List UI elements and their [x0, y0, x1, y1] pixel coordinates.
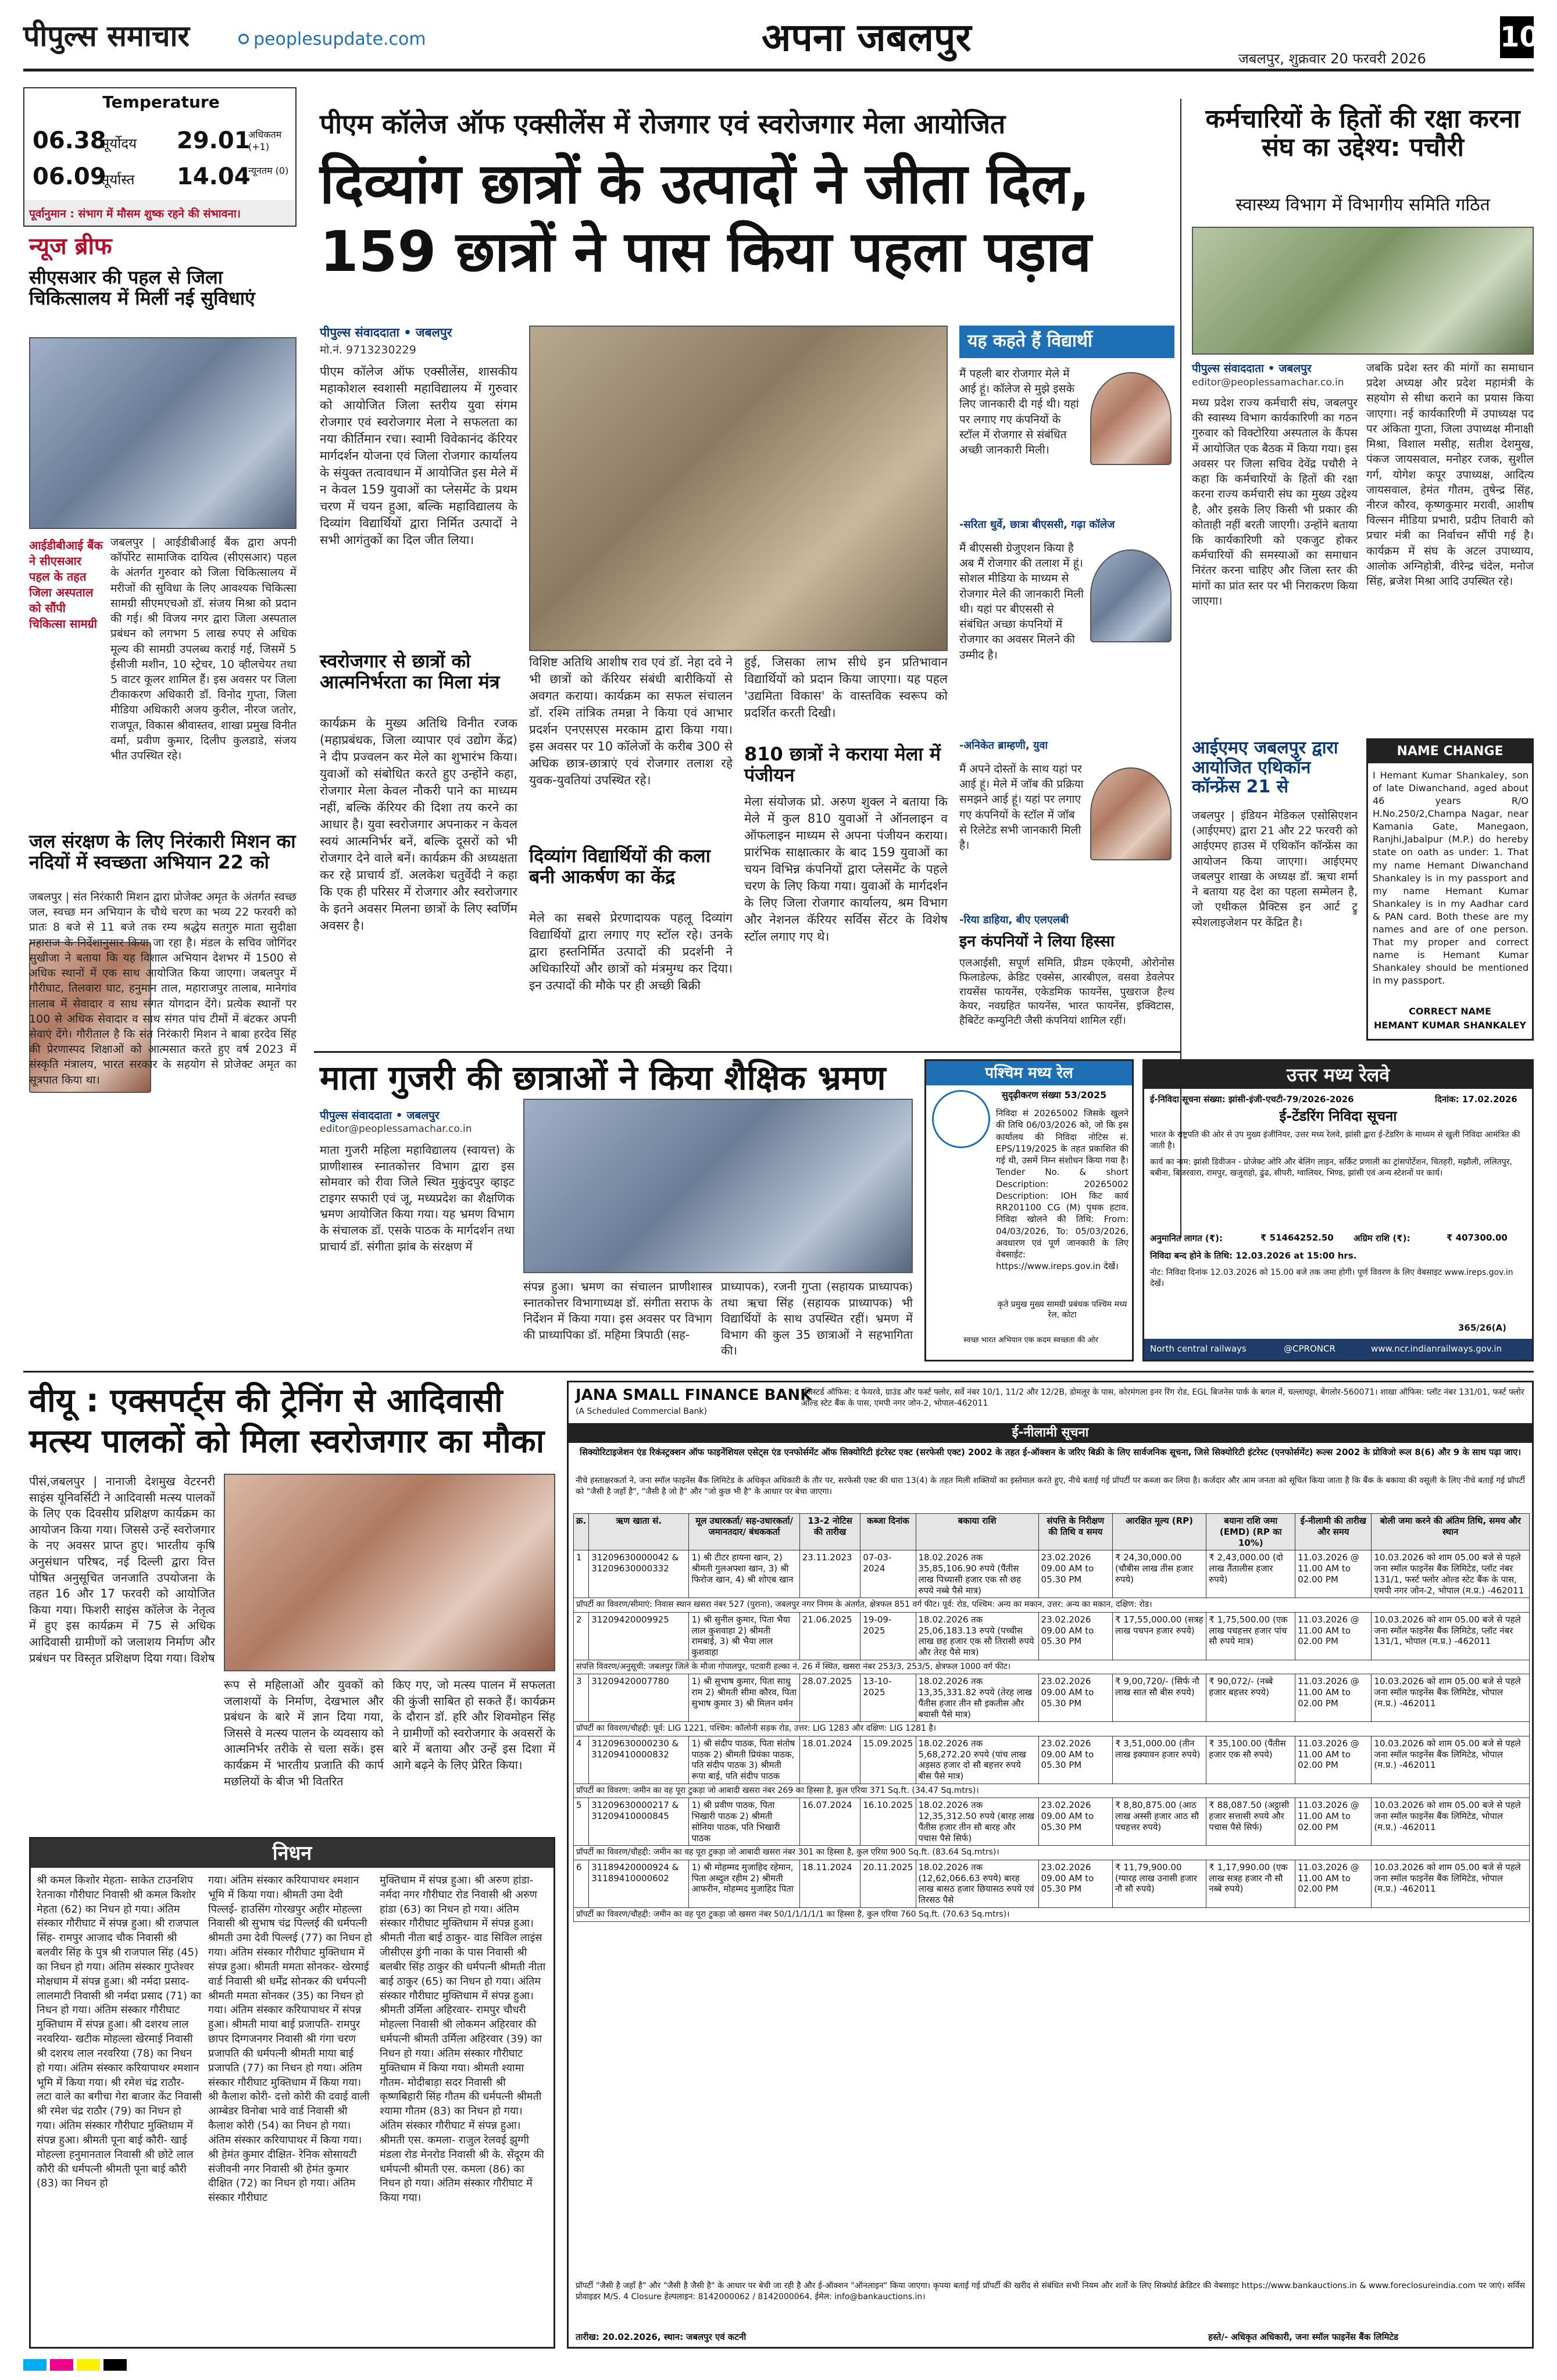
auction-cell-names: 1) श्री सुनील कुमार, पिता भैया लाल कुशवाहा 2) श्रीमती रामबाई, 3) श्री भैया लाल कुशवाहा: [689, 1612, 799, 1660]
jana-notice-sub: सिक्योरिटाइजेशन एंड रिकंस्ट्रक्शन ऑफ फाइनेंशियल एसेट्स एंड एनफोर्समेंट ऑफ सिक्योरिटी इंटरेस्ट एक्ट (सरफेसी एक्ट) 2002 के तहत ई-ऑक्शन के जरिए बिक्री के लिए सार्वजनिक सूचना, जिसे सिक्योरिटी इंटरेस्ट (एनफोर्समेंट) रूल्स 2002 के प्रोविजो रूल 8(6) और 9 के साथ पढ़ा जाए।: [580, 1447, 1521, 1457]
print-registration-marks: [23, 2359, 1534, 2371]
name-change-box: [1366, 738, 1534, 1041]
auction-cell-auct: 11.03.2026 @ 11.00 AM to 02.00 PM: [1295, 1612, 1372, 1660]
obit-label: निधन: [31, 1839, 553, 1868]
auction-cell-poss: 16.10.2025: [860, 1798, 916, 1846]
section-title: अपना जबलपुर: [762, 15, 972, 60]
north-rly-amount-label: अनुमानित लागत (₹):: [1150, 1233, 1223, 1243]
auction-col-header: ऋण खाता सं.: [589, 1514, 689, 1550]
lead-photo: [529, 326, 948, 651]
auction-cell-poss: 20.11.2025: [860, 1860, 916, 1907]
auction-cell-acc: 31189420000924 & 31189410000602: [589, 1860, 689, 1907]
north-rly-code: 365/26(A): [1458, 1323, 1506, 1333]
ima-headline: आईएमए जबलपुर द्वारा आयोजित एथिकॉन कॉन्फ्रेंस 21 से: [1192, 738, 1338, 798]
north-rly-handle: @CPRONCR: [1284, 1343, 1335, 1354]
auction-cell-emd: ₹ 90,072/- (नब्बे हजार बहत्तर रुपये): [1206, 1674, 1295, 1722]
auction-cell-rp: ₹ 17,55,000.00 (सत्रह लाख पचपन हजार रुपये): [1112, 1612, 1206, 1660]
brief1-photo: [29, 337, 297, 529]
auction-cell-no: 2: [574, 1612, 589, 1660]
rly-logo-icon: [932, 1090, 990, 1148]
auction-cell-last: 10.03.2026 को शाम 05.00 बजे से पहले जना स्मॉल फाइनेंस बैंक लिमिटेड, भोपाल (म.प्र.) -462011: [1372, 1860, 1530, 1907]
north-rly-title: उत्तर मध्य रेलवे: [1144, 1061, 1532, 1089]
lead-sub3: 810 छात्रों ने कराया मेला में पंजीयन: [744, 743, 941, 786]
north-rly-note: नोट: निविदा दिनांक 12.03.2026 को 15.00 बजे तक जमा होगी। पूर्ण विवरण के लिए वेबसाइट www.ireps.gov.in देखें।: [1150, 1268, 1513, 1288]
union-sub: स्वास्थ्य विभाग में विभागीय समिति गठित: [1235, 195, 1490, 215]
auction-cell-n13: 16.07.2024: [799, 1798, 860, 1846]
auction-cell-rp: ₹ 11,79,900.00 (ग्यारह लाख उनासी हजार नौ सौ रुपये): [1112, 1860, 1206, 1907]
auction-cell-auct: 11.03.2026 @ 11.00 AM to 02.00 PM: [1295, 1674, 1372, 1722]
auction-cell-acc: 31209630000217 & 31209410000845: [589, 1798, 689, 1846]
auction-row: [574, 1798, 1530, 1846]
auction-property-row: [574, 1846, 1530, 1860]
lead-headline: दिव्यांग छात्रों के उत्पादों ने जीता दिल, 159 छात्रों ने पास किया पहला पड़ाव: [320, 151, 1092, 285]
jana-intro: नीचे हस्ताक्षरकर्ता ने, जना स्मॉल फाइनेंस बैंक लिमिटेड के अधिकृत अधिकारी के तौर पर, सरफेसी एक्ट की धारा 13(4) के तहत मिली शक्तियों का इस्तेमाल करते हुए, नीचे बताई गई प्रॉपर्टी पर कब्जा कर लिया है। कर्जदार और आम जनता को सूचित किया जाता है कि बैंक के बकाया की वसूली के लिए नीचे बताई गई प्रॉपर्टी को "जैसी है जहाँ है", "जैसी है जो है" और "जो कुछ भी है" के आधार पर बेचा जाएगा।: [576, 1476, 1525, 1496]
lead-byline: पीपुल्स संवाददाता • जबलपुर: [320, 326, 452, 340]
north-rly-footer-name: North central railways: [1150, 1343, 1247, 1354]
gujri-col3: प्राध्यापक), रजनी गुप्ता (सहायक प्राध्यापक) तथा ऋचा सिंह (सहायक प्राध्यापक) भी विद्यार्थियों के साथ उपस्थित रहीं। भ्रमण में विभाग की कुल 35 छात्राओं ने सहभागिता की।: [721, 1280, 913, 1358]
auction-cell-names: 1) श्री टीटर हायना खान, 2) श्रीमती गुलअफ्शा खान, 3) श्री फिरोज खान, 4) श्री शोएब खान: [689, 1550, 799, 1598]
auction-cell-insp: 23.02.2026 09.00 AM to 05.30 PM: [1038, 1674, 1112, 1722]
auction-col-header: आरक्षित मूल्य (RP): [1112, 1514, 1206, 1550]
fish-col1: पीसं,जबलपुर | नानाजी देशमुख वेटरनरी साइंस यूनिवर्सिटी ने आदिवासी मत्स्य पालकों के लिए एक दिवसीय प्रशिक्षण कार्यक्रम का आयोजन किया गया। जिससे उन्हें स्वरोजगार के नए अवसर प्राप्त हुए। भारतीय कृषि अनुसंधान परिषद, नई दिल्ली द्वारा वित्त पोषित अनुसूचित जनजाति उपयोजना के तहत 16 और 17 फरवरी को आयोजित किया गया। फिशरी साइंस कॉलेज के नेतृत्व में हुए इस कार्यक्रम में 75 से अधिक आदिवासी ग्रामीणों को जलाशय निर्माण और प्रबंधन पर विस्तृत प्रशिक्षण दिया गया। विशेष: [29, 1474, 215, 1665]
quote2-photo: [1090, 549, 1172, 642]
auction-cell-rp: ₹ 8,80,875.00 (आठ लाख अस्सी हजार आठ सौ पचहत्तर रुपये): [1112, 1798, 1206, 1846]
union-byline: पीपुल्स संवाददाता • जबलपुर: [1192, 362, 1312, 375]
companies-sub: इन कंपनियों ने लिया हिस्सा: [959, 932, 1115, 950]
auction-cell-no: 3: [574, 1674, 589, 1722]
auction-cell-names: 1) श्री प्रवीण पाठक, पिता भिखारी पाठक 2) श्रीमती सोनिया पाठक, पति भिखारी पाठक: [689, 1798, 799, 1846]
correct-name: HEMANT KUMAR SHANKALEY: [1374, 1020, 1526, 1031]
union-email: editor@peoplessamachar.co.in: [1192, 377, 1344, 388]
auction-cell-poss: 15.09.2025: [860, 1736, 916, 1784]
auction-cell-insp: 23.02.2026 09.00 AM to 05.30 PM: [1038, 1860, 1112, 1907]
sunrise-label: सूर्योदय: [100, 135, 137, 152]
gujri-col2: संपन्न हुआ। भ्रमण का संचालन प्राणीशास्त्र स्नातकोत्तर विभागाध्यक्ष डॉ. संगीता सराफ के निर्देशन में किया गया। इस अवसर पर विभाग की प्राध्यापिका डॉ. महिमा त्रिपाठी (सह-: [523, 1280, 712, 1342]
masthead: [23, 15, 1539, 67]
auction-col-header: बकाया राशि: [916, 1514, 1038, 1550]
auction-cell-poss: 19-09-2025: [860, 1612, 916, 1660]
name-change-body: I Hemant Kumar Shankaley, son of late Diwanchand, aged about 46 years R/O H.No.250/2,Champa Nagar, near Kamania Gate, Manegaon, Ranjhi,Jabalpur (M.P.) do hereby state on oath as under: 1. That my name Hemant Diwanchand Shankaley is in my passport and my name Hemant Kumar Shankaley is in my Aadhar card & PAN card. Both these are my names and are of one person. That my proper and correct name is Hemant Kumar Shankaley should be mentioned in my passport.: [1373, 770, 1529, 987]
issue-date: जबलपुर, शुक्रवार 20 फरवरी 2026: [1238, 51, 1426, 67]
min-temp: 14.04: [177, 163, 251, 190]
auction-property-row: [574, 1660, 1530, 1674]
auction-cell-acc: 31209420009925: [589, 1612, 689, 1660]
jana-bank-name: JANA SMALL FINANCE BANK: [576, 1386, 812, 1404]
auction-property-desc: प्रॉपर्टी का विवरण/चौहद्दी: पूर्व: LIG 1221, पश्चिम: कॉलोनी सड़क रोड, उत्तर: LIG 1283 और दक्षिण: LIG 1281 है।: [574, 1722, 1530, 1736]
auction-table-header: [574, 1514, 1530, 1550]
masthead-rule: [23, 69, 1534, 72]
auction-cell-due: 18.02.2026 तक 5,68,272.20 रुपये (पांच लाख अड़सठ हजार दो सौ बहत्तर रुपये बीस पैसे मात्र): [916, 1736, 1038, 1784]
correct-name-label: CORRECT NAME: [1409, 1006, 1491, 1017]
north-rly-emd-label: अग्रिम राशि (₹):: [1354, 1233, 1410, 1243]
quote1-photo: [1090, 372, 1172, 465]
jana-table-wrap: [573, 1513, 1530, 2275]
weather-box: [23, 87, 297, 227]
fish-col3: किए गए, जो मत्स्य पालन में सफलता की कुंजी साबित हो सकते हैं। कार्यक्रम के दौरान डॉ. हरि और शिवमोहन सिंह ने ग्रामीणों को स्वरोजगार के अवसरों के बारे में बताया और उन्हें इस दिशा में आगे बढ़ने के लिए प्रेरित किया।: [392, 1678, 555, 1772]
mid-rule-1: [314, 1051, 1180, 1053]
auction-property-row: [574, 1907, 1530, 1922]
jana-bank-sub: (A Scheduled Commercial Bank): [576, 1407, 707, 1416]
auction-cell-acc: 31209630000042 & 31209630000332: [589, 1550, 689, 1598]
lead-col2: विशिष्ट अतिथि आशीष राव एवं डॉ. नेहा दवे ने भी छात्रों को कॅरियर संबंधी बारीकियों से अवगत कराया। कार्यक्रम का सफल संचालन डॉ. रश्मि तांत्रिक तमन्ना ने किया एवं आभार प्रदर्शन एनएसएस मरकाम द्वारा किया गया। इस अवसर पर 10 कॉलेजों के करीब 300 से अधिक छात्र-छात्राएं एवं रोजगार तलाश रहे युवक-युवतियां उपस्थित रहे।: [529, 655, 733, 787]
north-rly-close: निविदा बन्द होने के तिथि: 12.03.2026 at 15:00 hrs.: [1150, 1250, 1357, 1261]
jana-notice-title: ई-नीलामी सूचना: [569, 1423, 1532, 1443]
auction-cell-emd: ₹ 1,75,500.00 (एक लाख पचहत्तर हजार पांच सौ रुपये मात्र): [1206, 1612, 1295, 1660]
quote2-name: -अनिकेत ब्राम्हणी, युवा: [959, 739, 1048, 752]
west-rly-ad: [924, 1059, 1134, 1361]
auction-property-row: [574, 1598, 1530, 1613]
auction-cell-auct: 11.03.2026 @ 11.00 AM to 02.00 PM: [1295, 1736, 1372, 1784]
brief1-sidebar: आईडीबीआई बैंक ने सीएसआर पहल के तहत जिला अस्पताल को सौंपी चिकित्सा सामग्री: [29, 538, 103, 631]
auction-cell-auct: 11.03.2026 @ 11.00 AM to 02.00 PM: [1295, 1550, 1372, 1598]
site-url: peoplesupdate.com: [253, 29, 426, 49]
auction-cell-last: 10.03.2026 को शाम 05.00 बजे से पहले जना स्मॉल फाइनेंस बैंक लिमिटेड, भोपाल (म.प्र.) -462011: [1372, 1674, 1530, 1722]
union-col2: जबकि प्रदेश स्तर की मांगों का समाधान प्रदेश अध्यक्ष और प्रदेश महामंत्री के सहयोग से सीधा कराने का प्रयास किया जाएगा। नई कार्यकारिणी में उपाध्यक्ष पद पर अंकिता गुप्ता, जिला उपाध्यक्ष मीनाक्षी मिश्रा, विशाल मसीह, सतीश देशमुख, पंकज जायसवाल, मनोहर रजक, सुशील गर्ग, योगेश कपूर उपाध्यक्ष, आदित्य जायसवाल, हेमंत गौतम, तुषेन्द्र सिंह, नीरज कौरव, कृष्णकुमार मरावी, आशीष विल्सन मीडिया प्रभारी, प्रदीप तिवारी को प्रचार मंत्री का निर्वाचन सौंपी गई है। कार्यक्रम में संघ के अटल उपाध्याय, आलोक अग्निहोत्री, वीरेन्द्र चंदेल, मनोज सिंह, ब्रजेश मिश्रा आदि उपस्थित रहे।: [1366, 362, 1534, 588]
auction-cell-insp: 23.02.2026 09.00 AM to 05.30 PM: [1038, 1736, 1112, 1784]
page-number: 10: [1500, 16, 1534, 58]
auction-row: [574, 1612, 1530, 1660]
north-rly-amount: ₹ 51464252.50: [1260, 1232, 1334, 1243]
brief2-headline: जल संरक्षण के लिए निरंकारी मिशन का नदियों में स्वच्छता अभियान 22 को: [29, 830, 296, 873]
auction-property-desc: प्रॉपर्टी का विवरण/चौहद्दी: जमीन का वह पूरा टुकड़ा जो खसरा नंबर 50/1/1/1/1/1 का हिस्सा है, कुल एरिया 760 Sq.ft. (70.63 Sq.mtrs)।: [574, 1907, 1530, 1922]
auction-cell-rp: ₹ 9,00,720/- (सिर्फ नौ लाख सात सौ बीस रुपये): [1112, 1674, 1206, 1722]
auction-col-header: बोली जमा करने की अंतिम तिथि, समय और स्थान: [1372, 1514, 1530, 1550]
auction-cell-no: 4: [574, 1736, 589, 1784]
lead-col3: हुई, जिसका लाभ सीधे इन प्रतिभावान विद्यार्थियों को प्रदान किया जाएगा। यह पहल 'उद्यमिता विकास' के वास्तविक स्वरूप को प्रदर्शित करती दिखी।: [744, 655, 948, 720]
auction-cell-n13: 23.11.2023: [799, 1550, 860, 1598]
mid-rule-2: [23, 1371, 1534, 1373]
north-rly-sub: ई-टेंडरिंग निविदा सूचना: [1279, 1108, 1397, 1124]
gujri-col1: माता गुजरी महिला महाविद्यालय (स्वायत्त) के प्राणीशास्त्र स्नातकोत्तर विभाग द्वारा इस सोमवार को रीवा जिले स्थित मुकुंदपुर व्हाइट टाइगर सफारी एवं जू, मध्यप्रदेश का शैक्षणिक भ्रमण आयोजित किया गया। यह भ्रमण विभाग के संचालक डॉ. एसके पाठक के मार्गदर्शन तथा प्राचार्य डॉ. संगीता झांब के संरक्षण में: [320, 1143, 515, 1253]
auction-col-header: संपत्ति के निरीक्षण की तिथि व समय: [1038, 1514, 1112, 1550]
north-rly-body: भारत के राष्ट्रपति की ओर से उप मुख्य इंजीनियर, उत्तर मध्य रेलवे, झांसी द्वारा ई-टेंडरिंग के माध्यम से खुली निविदा आमंत्रित की जाती है।: [1150, 1130, 1520, 1150]
auction-cell-auct: 11.03.2026 @ 11.00 AM to 02.00 PM: [1295, 1860, 1372, 1907]
north-rly-footer: [1144, 1339, 1532, 1360]
auction-cell-acc: 31209630000230 & 31209410000832: [589, 1736, 689, 1784]
auction-cell-names: 1) श्री मोहम्मद मुजाहिद रहेमान, पिता अब्दुल रहीम 2) श्रीमती आफरीन, मोहम्मद मुजाहिद पिता: [689, 1860, 799, 1907]
auction-cell-emd: ₹ 35,100.00 (पैंतीस हजार एक सौ रुपये): [1206, 1736, 1295, 1784]
auction-property-row: [574, 1784, 1530, 1798]
auction-property-desc: प्रॉपर्टी का विवरण: जमीन का वह पूरा टुकड़ा जो आबादी खसरा नंबर 269 का हिस्सा है, कुल एरिया 371 Sq.ft. (34.47 Sq.mtrs)।: [574, 1784, 1530, 1798]
min-label: न्यूनतम (0): [248, 165, 289, 176]
lead-sub1: स्वरोजगार से छात्रों को आत्मनिर्भरता का मिला मंत्र: [320, 650, 500, 693]
jana-footer-date: तारीख: 20.02.2026, स्थान: जबलपुर एवं कटनी: [576, 2332, 747, 2342]
lead-col2b: मेले का सबसे प्रेरणादायक पहलू दिव्यांग विद्यार्थियों द्वारा लगाए गए स्टॉल रहे। उनके द्वारा हस्तनिर्मित उत्पादों की प्रदर्शनी ने अधिकारियों और छात्रों को मंत्रमुग्ध कर दिया। इन उत्पादों की मौके पर ही अच्छी बिक्री: [529, 911, 733, 992]
auction-cell-emd: ₹ 2,43,000.00 (दो लाख तैंतालीस हजार रुपये): [1206, 1550, 1295, 1598]
auction-col-header: बयाना राशि जमा (EMD) (RP का 10%): [1206, 1514, 1295, 1550]
brief1-headline: सीएसआर की पहल से जिला चिकित्सालय में मिलीं नई सुविधाएं: [29, 266, 255, 309]
west-rly-notice-no: सुदृढ़ीकरण संख्या 53/2025: [1002, 1089, 1107, 1100]
max-temp: 29.01: [177, 127, 251, 154]
fish-col2: रूप से महिलाओं और युवकों को जलाशयों के निर्माण, देखभाल और प्रबंधन के बारे में ज्ञान दिया गया, जिससे वे मत्स्य पालन के व्यवसाय को आत्मनिर्भर तरीके से चला सकें। इस कार्यक्रम में भारतीय प्रजाति की कार्प मछलियों के बीज भी वितरित: [224, 1678, 384, 1788]
weather-title: Temperature: [102, 92, 220, 112]
west-rly-tagline: स्वच्छ भारत अभियान एक कदम स्वच्छता की ओर: [963, 1336, 1098, 1345]
auction-cell-due: 18.02.2026 तक 35,85,106.90 रुपये (पैंतीस लाख पिच्यासी हजार एक सौ छह रुपये नब्बे पैसे मात्र): [916, 1550, 1038, 1598]
auction-cell-n13: 18.01.2024: [799, 1736, 860, 1784]
sunrise-time: 06.38: [33, 127, 106, 154]
lead-col1b: कार्यक्रम के मुख्य अतिथि विनीत रजक (महाप्रबंधक, जिला व्यापार एवं उद्योग केंद्र) ने दीप प्रज्वलन कर मेले का शुभारंभ किया। युवाओं को संबोधित करते हुए उन्होंने कहा, रोजगार मेला केवल नौकरी पाने का माध्यम नहीं, बल्कि कॅरियर की दिशा तय करने का आधार है। युवा स्वरोजगार अपनाकर न केवल स्वयं आत्मनिर्भर बनें, बल्कि दूसरों को भी रोजगार देने वाले बनें। कार्यक्रम की अध्यक्षता कर रहे प्राचार्य डॉ. अलकेश चतुर्वेदी ने कहा कि एक ही परिसर में रोजगार और स्वरोजगार के इतने अवसर मिलना छात्रों के लिए स्वर्णिम अवसर है।: [320, 716, 517, 932]
forecast-text: पूर्वानुमान : संभाग में मौसम शुष्क रहने की संभावना।: [24, 200, 295, 226]
auction-property-desc: प्रॉपर्टी का विवरण/चौहद्दी: जमीन का वह पूरा टुकड़ा जो आबादी खसरा नंबर 301 का हिस्सा है, कुल एरिया 900 Sq.ft. (83.64 Sq.mtrs)।: [574, 1846, 1530, 1860]
auction-cell-last: 10.03.2026 को शाम 05.00 बजे से पहले जना स्मॉल फाइनेंस बैंक लिमिटेड, प्लॉट नंबर 131/1, भोपाल (म.प्र.) -462011: [1372, 1612, 1530, 1660]
west-rly-body: निविदा सं 20265002 जिसके खुलने की तिथि 06/03/2026 को, जो कि इस कार्यालय की निविदा नोटिस सं. EPS/119/2025 के तहत प्रकाशित की गई थी, उसमें निम्न संशोधन किया गया है। Tender No. & short Description: 20265002 Description: IOH किट कार्य RR201100 CG (M) पृथक हटाव. निविदा खोलने की तिथि: From: 04/03/2026, To: 05/03/2026, अवधारण एवं पूर्ण जानकारी के लिए वेबसाईट: https://www.ireps.gov.in देखें।: [996, 1108, 1129, 1272]
auction-cell-emd: ₹ 88,087.50 (अट्ठासी हजार सत्तासी रुपये और पचास पैसे सिर्फ): [1206, 1798, 1295, 1846]
jana-footer-sign: हस्ते/- अधिकृत अधिकारी, जना स्मॉल फाइनेंस बैंक लिमिटेड: [1208, 2332, 1399, 2342]
auction-cell-insp: 23.02.2026 09.00 AM to 05.30 PM: [1038, 1612, 1112, 1660]
fish-photo: [224, 1474, 555, 1671]
lead-sub2: दिव्यांग विद्यार्थियों की कला बनी आकर्षण का केंद्र: [529, 845, 711, 888]
auction-cell-due: 18.02.2026 तक 25,06,183.13 रुपये (पच्चीस लाख छह हजार एक सौ तिरासी रुपये और तेरह पैसे मात्र): [916, 1612, 1038, 1660]
auction-property-desc: संपत्ति विवरण/अनुसूची: जबलपुर जिले के मौजा गोपालपुर, पटवारी हल्का नं. 26 में स्थित, खसरा नंबर 253/3, 253/5, क्षेत्रफल 1000 वर्ग फीट।: [574, 1660, 1530, 1674]
students-say-label: यह कहते हैं विद्यार्थी: [959, 326, 1174, 358]
brand-logo: पीपुल्स समाचार: [23, 19, 190, 53]
auction-row: [574, 1736, 1530, 1784]
north-rly-date: दिनांक: 17.02.2026: [1435, 1094, 1517, 1105]
auction-cell-emd: ₹ 1,17,990.00 (एक लाख सत्रह हजार नौ सौ नब्बे रुपये): [1206, 1860, 1295, 1907]
sunset-label: सूर्यास्त: [100, 171, 135, 188]
quote3-name: -रिया डाहिया, बीए एलएलबी: [959, 914, 1069, 926]
auction-cell-last: 10.03.2026 को शाम 05.00 बजे से पहले जना स्मॉल फाइनेंस बैंक लिमिटेड, भोपाल (म.प्र.) -462011: [1372, 1798, 1530, 1846]
lead-kicker: पीएम कॉलेज ऑफ एक्सीलेंस में रोजगार एवं स्वरोजगार मेला आयोजित: [320, 108, 1006, 140]
gujri-byline: पीपुल्स संवाददाता • जबलपुर: [320, 1109, 440, 1122]
companies-text: एलआईसी, सपूर्ण समिति, प्रीडम एकेएमी, ओरोनोस फिलाडेल्फ, क्रेडिट एक्सेस, आरबीएल, वसवा डेवलेपर रायसेंस फायनेंस, एकेडमिक फायनेंस, पुखराज हैल्थ केयर, नवग्रहित फायनेंस, भारत फायनेंस, इक्विटास, हैबिटेंट कम्युनिटी जैसी कंपनियां शामिल रहीं।: [959, 957, 1174, 1027]
max-label: अधिकतम (+1): [248, 129, 282, 152]
auction-cell-last: 10.03.2026 को शाम 05.00 बजे से पहले जना स्मॉल फाइनेंस बैंक लिमिटेड, प्लॉट नंबर 131/1, फर्स्ट फ्लोर ओल्ड स्टेट बैंक के पास, एमपी नगर जोन-2, भोपाल (म.प्र.) -462011: [1372, 1550, 1530, 1598]
quote3-photo: [1090, 767, 1172, 860]
auction-col-header: ई-नीलामी की तारीख और समय: [1295, 1514, 1372, 1550]
auction-col-header: क्र.: [574, 1514, 589, 1550]
auction-cell-rp: ₹ 24,30,000.00 (चौबीस लाख तीस हजार रुपये): [1112, 1550, 1206, 1598]
auction-cell-poss: 13-10-2025: [860, 1674, 916, 1722]
auction-cell-rp: ₹ 3,51,000.00 (तीन लाख इक्यावन हजार रुपये): [1112, 1736, 1206, 1784]
brief1-body: जबलपुर | आईडीबीआई बैंक द्वारा अपनी कॉर्पोरेट सामाजिक दायित्व (सीएसआर) पहल के अंतर्गत गुरुवार को जिला चिकित्सालय में मरीजों की सुविधा के लिए आवश्यक चिकित्सा सामग्री सीएमएचओ डॉ. संजय मिश्रा को प्रदान की गई। श्री विजय नगर द्वारा जिला अस्पताल प्रबंधन को लगभग 5 लाख रुपए से अधिक मूल्य की सामग्री उपलब्ध कराई गई, जिसमें 5 ईसीजी मशीन, 10 स्ट्रेचर, 10 व्हीलचेयर तथा 5 वाटर कूलर शामिल हैं। इस अवसर पर जिला टीकाकरण अधिकारी डॉ. विनोद गुप्ता, जिला मीडिया अधिकारी अजय कुरील, नीरज जतोर, राजपूत, विकास श्रीवास्तव, शाखा प्रमुख विनीत वर्मा, प्रवीण कुमार, दिलीप कुलडाडे, संजय भीत उपस्थित रहे।: [110, 536, 297, 763]
north-rly-work: कार्य का नाम: झांसी डिवीजन - प्रोजेक्ट ओरि और बेलिंग लाइन, सर्किट प्रणाली का ट्रांसपोर्टेशन, चितहरी, मझौली, ललितपुर, बबीना, बिजरवारा, रामपुर, खजुराहो, ढुंढ, सीपरी, ग्वालियर, भिण्ड, झांसी एवं अन्य स्टेशनों पर कार्य।: [1150, 1157, 1512, 1178]
obit-col1: श्री कमल किशोर मेहता- साकेत टाउनशिप रेतनाका गौरीघाट निवासी श्री कमल किशोर मेहता (62) का निधन हो गया। अंतिम संस्कार गौरीघाट में संपन्न हुआ। श्री राजपाल सिंह- रामपुर आजाद चौक निवासी श्री बलवीर सिंह के पुत्र श्री राजपाल सिंह (45) का निधन हो गया। अंतिम संस्कार गुप्तेश्वर मोक्षधाम में संपन्न हुआ। श्री नर्मदा प्रसाद- लालमाटी निवासी श्री नर्मदा प्रसाद (71) का निधन हो गया। अंतिम संस्कार गौरीघाट मुक्तिधाम में संपन्न हुआ। श्री दशरथ लाल नरवरिया- खटीक मोहल्ला खेरमाई निवासी श्री दशरथ लाल नरवरिया (78) का निधन हो गया। अंतिम संस्कार करियापाथर श्मशान भूमि में किया गया। श्री रमेश चंद्र राठौर- लटा वाले का बगीचा गेरा बाजार केंट निवासी श्री रमेश चंद्र राठौर (79) का निधन हो गया। अंतिम संस्कार गौरीघाट मुक्तिधाम में संपन्न हुआ। श्रीमती पूना बाई कौरी- खाई मोहल्ला हनुमानताल निवासी श्री छोटे लाल कौरी की धर्मपत्नी श्रीमती पूना बाई कौरी (83) का निधन हो: [37, 1874, 202, 2190]
gujri-headline: माता गुजरी की छात्राओं ने किया शैक्षिक भ्रमण: [320, 1058, 886, 1098]
lead-col1: पीएम कॉलेज ऑफ एक्सीलेंस, शासकीय महाकोशल स्वशासी महाविद्यालय में गुरुवार को आयोजित जिला स्तरीय युवा संगम रोजगार एवं स्वरोजगार मेला ने सफलता का नया कीर्तिमान रचा। स्वामी विवेकानंद कॅरियर मार्गदर्शन योजना एवं जिला रोजगार कार्यालय के संयुक्त तत्वावधान में आयोजित इस मेले में न केवल 159 युवाओं का प्लेसमेंट के प्रथम चरण में चयन हुआ, बल्कि महाविद्यालय के दिव्यांग विद्यार्थियों द्वारा निर्मित उत्पादों ने सभी आगंतुकों का दिल जीत लिया।: [320, 364, 517, 547]
obit-col2: गया। अंतिम संस्कार करियापाथर श्मशान भूमि में किया गया। श्रीमती उमा देवी पिल्लई- हाउसिंग गोरखपुर अहीर मोहल्ला निवासी श्री सुभाष चंद्र पिल्लई की धर्मपत्नी श्रीमती उमा देवी पिल्लई (77) का निधन हो गया। अंतिम संस्कार गौरीघाट मुक्तिधाम में संपन्न हुआ। श्रीमती ममता सोनकर- खेरमाई वार्ड निवासी श्री धर्मेंद्र सोनकर की धर्मपत्नी श्रीमती ममता सोनकर (35) का निधन हो गया। अंतिम संस्कार करियापाथर में संपन्न हुआ। श्रीमती माया बाई प्रजापति- रामपुर छापर दिग्गजनगर निवासी श्री गंगा चरण प्रजापति की धर्मपत्नी श्रीमती माया बाई प्रजापति (77) का निधन हो गया। अंतिम संस्कार गौरीघाट मुक्तिधाम में किया गया। श्री कैलाश कोरी- दत्तो कोरी की दवाई वाली आम्बेडर विनोबा भावे वार्ड निवासी श्री कैलाश कोरी (54) का निधन हो गया। अंतिम संस्कार करियापाथर में किया गया। श्री हेमंत कुमार दीक्षित- रेनिक सोसायटी संजीवनी नगर निवासी श्री हेमंत कुमार दीक्षित (72) का निधन हो गया। अंतिम संस्कार गौरीघाट: [208, 1874, 373, 2204]
west-rly-title: पश्चिम मध्य रेल: [926, 1061, 1132, 1085]
quote3: मैं अपने दोस्तों के साथ यहां पर आई हूं। मेले में जॉब की प्रक्रिया समझने आई हूं। यहां पर लगाए गए कंपनियों के स्टॉल में जॉब से रिलेटेड सभी जानकारी मिली है।: [959, 763, 1084, 852]
auction-row: [574, 1860, 1530, 1907]
auction-cell-due: 18.02.2026 तक 12,35,312.50 रुपये (बारह लाख पैंतीस हजार तीन सौ बारह और पचास पैसे सिर्फ): [916, 1798, 1038, 1846]
gujri-email: editor@peoplessamachar.co.in: [320, 1123, 472, 1135]
west-rly-sign: कृते प्रमुख मुख्य सामग्री प्रबंधक पश्चिम मध्य रेल, कोटा: [997, 1300, 1127, 1320]
quote1-name: -सरिता धुर्वे, छात्रा बीएससी, गढ़ा कॉलेज: [959, 519, 1115, 531]
auction-property-row: [574, 1722, 1530, 1736]
north-rly-web: www.ncr.indianrailways.gov.in: [1371, 1343, 1502, 1354]
auction-table: [573, 1513, 1530, 1922]
name-change-label: NAME CHANGE: [1368, 740, 1532, 763]
auction-cell-no: 5: [574, 1798, 589, 1846]
fish-headline: वीयू : एक्सपर्ट्स की ट्रेनिंग से आदिवासी मत्स्य पालकों को मिला स्वरोजगार का मौका: [29, 1382, 545, 1460]
union-col1: मध्य प्रदेश राज्य कर्मचारी संघ, जबलपुर की स्वास्थ्य विभाग कार्यकारिणी का गठन गुरुवार को विक्टोरिया अस्पताल के कैंपस में आयोजित एक बैठक में किया गया। इस अवसर पर जिला सचिव देवेंद्र पचौरी ने कहा कि कर्मचारियों के हितों की रक्षा करना राज्य कर्मचारी संघ का मुख्य उद्देश्य है, और इसके लिए किसी भी प्रकार की कोताही नहीं बरती जाएगी। उन्होंने बताया कि कार्यकारिणी को एकजुट होकर कर्मचारियों की समस्याओं का समाधान निरंतर करना चाहिए और जिला स्तर की मांगों का प्रांत स्तर पर भी निराकरण किया जाएगा।: [1192, 396, 1358, 607]
auction-col-header: मूल उधारकर्ता/ सह-उधारकर्ता/ जमानतदार/ बंधककर्ता: [689, 1514, 799, 1550]
auction-cell-insp: 23.02.2026 09.00 AM to 05.30 PM: [1038, 1550, 1112, 1598]
globe-icon: [238, 34, 249, 44]
auction-cell-acc: 31209420007780: [589, 1674, 689, 1722]
auction-property-desc: प्रॉपर्टी का विवरण/सीमाएं: निवास स्थान खसरा नंबर 527 (पुराना), जबलपुर नगर निगम के अंतर्गत, क्षेत्रफल 851 वर्ग फीट। पूर्व: रोड, पश्चिम: अन्य का मकान, उत्तर: अन्य का मकान, दक्षिण: रोड।: [574, 1598, 1530, 1613]
auction-cell-names: 1) श्री संदीप पाठक, पिता संतोष पाठक 2) श्रीमती प्रियंका पाठक, पति संदीप पाठक 3) श्रीमती रूपा बाई, पति संदीप पाठक: [689, 1736, 799, 1784]
auction-cell-no: 1: [574, 1550, 589, 1598]
north-rly-emd: ₹ 407300.00: [1447, 1232, 1508, 1243]
auction-cell-last: 10.03.2026 को शाम 05.00 बजे से पहले जना स्मॉल फाइनेंस बैंक लिमिटेड, भोपाल (म.प्र.) -462011: [1372, 1736, 1530, 1784]
auction-col-header: कब्जा दिनांक: [860, 1514, 916, 1550]
auction-row: [574, 1550, 1530, 1598]
auction-cell-n13: 21.06.2025: [799, 1612, 860, 1660]
quote1: मैं पहली बार रोजगार मेले में आई हूं। कॉलेज से मुझे इसके लिए जानकारी दी गई थी। यहां पर लगाए गए कंपनियों के स्टॉल में रोजगार से संबंधित अच्छी जानकारी मिली।: [959, 367, 1079, 457]
auction-row: [574, 1674, 1530, 1722]
brief2-body: जबलपुर | संत निरंकारी मिशन द्वारा प्रोजेक्ट अमृत के अंतर्गत स्वच्छ जल, स्वच्छ मन अभियान के चौथे चरण का भव्य 22 फरवरी को प्रातः 8 बजे से 11 बजे तक रम्य श्रद्धेय सतगुरु माता सुदीक्षा महाराज के निर्देशानुसार किया जा रहा है। मंडल के सचिव जोगिंदर सुखीजा ने बताया कि यह विशाल अभियान देशभर में 1500 से अधिक स्थानों में एक साथ आयोजित किया जाएगा। जबलपुर में गौरीघाट, तिलवारा घाट, हनुमान ताल, महाराजपुर तालाब, मानेगांव तालाब में सेवादार व साध संगत योगदान देंगे। प्रत्येक स्थानों पर 100 से अधिक सेवादार व साथ संगत पांच टीमों में बंटकर अपनी सेवाएं देंगे। गौरीताल है कि संत निरंकारी मिशन ने बाबा हरदेव सिंह की प्रेरणास्पद शिक्षाओं को आत्मसात करते हुए वर्ष 2023 में संस्कृति मंत्रालय, भारत सरकार के सहयोग से प्रोजेक्ट अमृत का सूत्रपात किया था।: [29, 891, 297, 1087]
north-rly-ad: [1142, 1059, 1534, 1361]
auction-cell-names: 1) श्री सुभाष कुमार, पिता साधु राम 2) श्रीमती सीमा कौरव, पिता सुभाष कुमार 3) श्री मिलन वर्मन: [689, 1674, 799, 1722]
obit-box: [29, 1837, 555, 2349]
jana-address: रजिस्टर्ड ऑफिस: द फेयरवे, ग्राउंड और फर्स्ट फ्लोर, सर्वे नंबर 10/1, 11/2 और 12/2B, डोमलूर के पास, कोरमंगला इनर रिंग रोड, EGL बिजनेस पार्क के बगल में, चल्लाघट्टा, बेंगलोर-560071। शाखा ऑफिस: प्लॉट नंबर 131/01, फर्स्ट फ्लोर ओल्ड स्टेट बैंक के पास, एमपी नगर जोन-2, भोपाल-462011: [801, 1388, 1524, 1408]
auction-cell-due: 18.02.2026 तक (12,62,066.63 रुपये) बारह लाख बासठ हजार छियासठ रुपये एवं तिरसठ पैसे: [916, 1860, 1038, 1907]
sunset-time: 06.09: [33, 163, 106, 190]
union-photo: [1192, 227, 1534, 355]
auction-cell-no: 6: [574, 1860, 589, 1907]
auction-col-header: 13-2 नोटिस की तारीख: [799, 1514, 860, 1550]
obit-col3: मुक्तिधाम में संपन्न हुआ। श्री अरुण हांडा- नर्मदा नगर गौरीघाट रोड निवासी श्री अरुण हांडा (63) का निधन हो गया। अंतिम संस्कार गौरीघाट मुक्तिधाम में संपन्न हुआ। श्रीमती नीता बाई ठाकुर- वाड सिविल लाइंस जीसीएस डुंगी नाका के पास निवासी श्री बलबीर सिंह ठाकुर की धर्मपत्नी श्रीमती नीता बाई ठाकुर (65) का निधन हो गया। अंतिम संस्कार गौरीघाट मुक्तिधाम में संपन्न हुआ। श्रीमती उर्मिला अहिरवार- रामपुर चौधरी मोहल्ला निवासी श्री लोकमन अहिरवार की धर्मपत्नी श्रीमती उर्मिला अहिरवार (39) का निधन हो गया। अंतिम संस्कार गौरीघाट मुक्तिधाम में किया गया। श्रीमती श्यामा गौतम- मोदीबाड़ा सदर निवासी श्री कृष्णबिहारी सिंह गौतम की धर्मपत्नी श्रीमती श्यामा गौतम (83) का निधन हो गया। अंतिम संस्कार गौरीघाट में संपन्न हुआ। श्रीमती एस. कमला- राजुल रेलवई झुग्गी मंडला रोड मेनरोड निवासी श्री के. सेंदूरम की धर्मपत्नी श्रीमती एस. कमला (86) का निधन हो गया। अंतिम संस्कार गौरीघाट में किया गया।: [380, 1874, 546, 2204]
jana-terms: प्रॉपर्टी "जैसी है जहाँ है" और "जैसी है जैसी है" के आधार पर बेची जा रही है और ई-ऑक्शन "ऑनलाइन" किया जाएगा। कृपया बताई गई प्रॉपर्टी की खरीद से संबंधित सभी नियम और शर्तों के लिए सिक्योर्ड क्रेडिटर की वेबसाइट https://www.bankauctions.in & www.foreclosureindia.com पर जाएं। सर्विस प्रोवाइडर M/S. 4 Closure हेल्पलाइन: 8142000062 / 8142000064, ईमेल: info@bankauctions.in।: [576, 2281, 1525, 2302]
gujri-photo: [523, 1099, 913, 1273]
auction-cell-n13: 18.11.2024: [799, 1860, 860, 1907]
ima-body: जबलपुर | इंडियन मेडिकल एसोसिएशन (आईएमए) द्वारा 21 और 22 फरवरी को आईएमए हाउस में एथिकॉन कॉन्फ्रेंस का आयोजन किया जाएगा। आईएमए जबलपुर शाखा के अध्यक्ष डॉ. ऋचा शर्मा ने बताया यह देश का पहला सम्मेलन है, जो एथीकल प्रैक्टिस इन आर्ट ट्रु स्पेशलाइजेशन पर केंद्रित है।: [1192, 809, 1358, 929]
auction-cell-poss: 07-03-2024: [860, 1550, 916, 1598]
news-brief-label: न्यूज ब्रीफ: [29, 233, 112, 260]
auction-cell-due: 18.02.2026 तक 13,35,331.82 रुपये (तेरह लाख पैंतीस हजार तीन सौ इकतीस और बयासी पैसे मात्र): [916, 1674, 1038, 1722]
auction-cell-n13: 28.07.2025: [799, 1674, 860, 1722]
lead-col3b: मेला संयोजक प्रो. अरुण शुक्ल ने बताया कि मेले में कुल 810 युवाओं ने ऑनलाइन व ऑफलाइन माध्यम से अपना पंजीयन कराया। प्रारंभिक साक्षात्कार के बाद 159 युवाओं का चयन विभिन्न कंपनियों द्वारा प्लेसमेंट के पहले चरण के लिए किया गया। युवाओं के मार्गदर्शन के लिए जिला रोजगार कार्यालय, श्रम विभाग और नेशनल कॅरियर सर्विस सेंटर के विशेष स्टॉल लगाए गए थे।: [744, 795, 948, 944]
lead-phone: मो.नं. 9713230229: [320, 344, 416, 356]
union-headline: कर्मचारियों के हितों की रक्षा करना संघ का उद्देश्य: पचौरी: [1205, 104, 1520, 163]
auction-cell-insp: 23.02.2026 09.00 AM to 05.30 PM: [1038, 1798, 1112, 1846]
north-rly-ref: ई-निविदा सूचना संख्या: झांसी-इंजी-एचटी-79/2026-2026: [1150, 1094, 1354, 1105]
jana-ad: [567, 1381, 1534, 2349]
quote2: मैं बीएससी ग्रेजुएशन किया है अब मैं रोजगार की तलाश में हूं। सोशल मीडिया के माध्यम से रोजगार मेले की जानकारी मिली थी। यहां पर बीएससी से संबंधित अच्छा कंपनियों में रोजगार का अवसर मिलने की उम्मीद है।: [959, 542, 1084, 662]
auction-cell-auct: 11.03.2026 @ 11.00 AM to 02.00 PM: [1295, 1798, 1372, 1846]
